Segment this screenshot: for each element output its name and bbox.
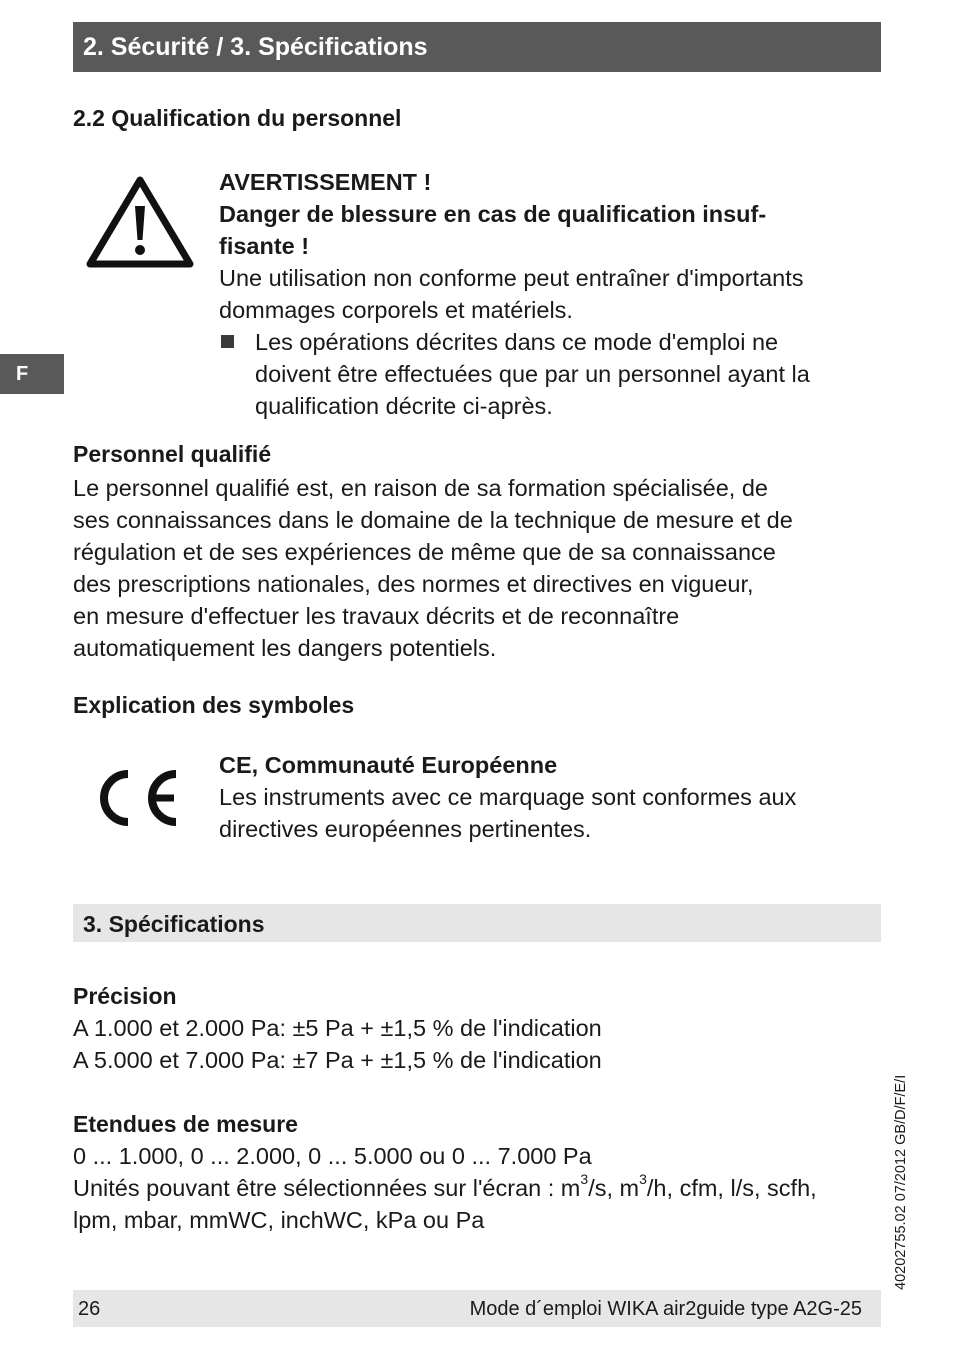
- warning-title-line2: fisante !: [219, 233, 310, 259]
- precision-line1: A 1.000 et 2.000 Pa: ±5 Pa + ±1,5 % de l'indication: [73, 1015, 602, 1041]
- document-code: 40202755.02 07/2012 GB/D/F/E/I: [893, 1074, 909, 1290]
- warning-title-line1: Danger de blessure en cas de qualification insuf-: [219, 201, 767, 227]
- warning-bullet: [219, 326, 879, 422]
- precision-line2: A 5.000 et 7.000 Pa: ±7 Pa + ±1,5 % de l'indication: [73, 1047, 602, 1073]
- paragraph-line: automatiquement les dangers potentiels.: [73, 635, 497, 661]
- paragraph-line: Le personnel qualifié est, en raison de sa formation spécialisée, de: [73, 475, 768, 501]
- paragraph-line: ses connaissances dans le domaine de la technique de mesure et de: [73, 507, 793, 533]
- page-number: 26: [78, 1298, 101, 1320]
- paragraph-line: des prescriptions nationales, des normes et directives en vigueur,: [73, 571, 754, 597]
- warning-text-line2: dommages corporels et matériels.: [219, 297, 573, 323]
- ce-mark-icon: [92, 766, 182, 830]
- units-suffix: /h, cfm, l/s, scfh,: [646, 1175, 817, 1201]
- ce-text-line1: Les instruments avec ce marquage sont conformes aux: [219, 784, 797, 810]
- page-footer: [73, 1290, 881, 1327]
- page-header-title: 2. Sécurité / 3. Spécifications: [83, 33, 428, 61]
- paragraph-line: en mesure d'effectuer les travaux décrits et de reconnaître: [73, 603, 680, 629]
- warning-label: AVERTISSEMENT !: [219, 169, 432, 195]
- language-tab: F: [0, 354, 64, 394]
- paragraph-line: régulation et de ses expériences de même que de sa connaissance: [73, 539, 776, 565]
- units-superscript-2: 3: [639, 1171, 647, 1188]
- warning-bullet-line2: doivent être effectuées que par un personnel ayant la: [255, 361, 810, 387]
- units-middle: /s, m: [588, 1175, 640, 1201]
- warning-triangle-icon: [86, 174, 194, 270]
- precision-heading: Précision: [73, 983, 177, 1009]
- specifications-bar-title: 3. Spécifications: [83, 911, 265, 937]
- units-line2: lpm, mbar, mmWC, inchWC, kPa ou Pa: [73, 1207, 485, 1233]
- specifications-section-bar: [73, 904, 881, 942]
- section-heading-qualification: 2.2 Qualification du personnel: [73, 105, 402, 131]
- footer-title: Mode d´emploi WIKA air2guide type A2G-25: [469, 1298, 862, 1320]
- ce-text-line2: directives européennes pertinentes.: [219, 816, 592, 842]
- units-superscript-1: 3: [580, 1171, 589, 1188]
- ranges-line1: 0 ... 1.000, 0 ... 2.000, 0 ... 5.000 ou 0 ... 7.000 Pa: [73, 1143, 592, 1169]
- units-line: [73, 1172, 883, 1204]
- warning-bullet-line1: Les opérations décrites dans ce mode d'emploi ne: [255, 329, 779, 355]
- ranges-text: [73, 1140, 883, 1236]
- page-header-bar: [73, 22, 881, 72]
- symbols-heading: Explication des symboles: [73, 692, 355, 718]
- units-prefix: Unités pouvant être sélectionnées sur l'écran : m: [73, 1175, 581, 1201]
- precision-text: [73, 1012, 873, 1076]
- warning-block: [219, 166, 879, 422]
- warning-bullet-line3: qualification décrite ci-après.: [255, 393, 553, 419]
- ranges-heading: Etendues de mesure: [73, 1111, 298, 1137]
- ce-description: [219, 749, 879, 845]
- bullet-square-icon: [221, 335, 234, 348]
- ce-title: CE, Communauté Européenne: [219, 752, 558, 778]
- warning-text-line1: Une utilisation non conforme peut entraîner d'importants: [219, 265, 804, 291]
- qualified-staff-paragraph: [73, 472, 873, 664]
- qualified-staff-heading: Personnel qualifié: [73, 441, 272, 467]
